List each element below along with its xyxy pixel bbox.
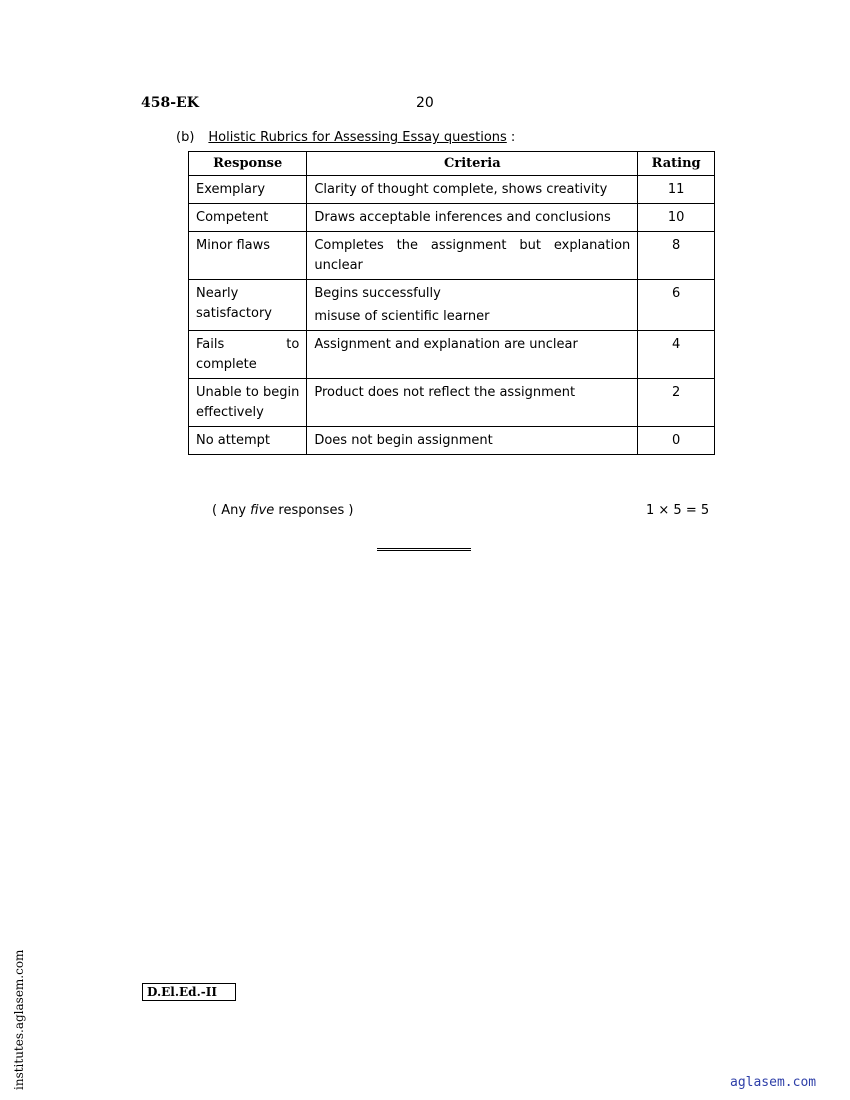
table-row	[189, 379, 715, 427]
rating-cell: 2	[638, 379, 715, 427]
table-row	[189, 232, 715, 280]
response-cell: Exemplary	[189, 176, 307, 204]
rating-cell: 11	[638, 176, 715, 204]
table-row	[189, 204, 715, 232]
rating-cell: 4	[638, 331, 715, 379]
table-header-row	[189, 152, 715, 176]
marks-allotment: 1 × 5 = 5	[646, 503, 710, 518]
rating-cell: 8	[638, 232, 715, 280]
section-heading	[176, 130, 515, 145]
criteria-cell	[307, 280, 638, 331]
criteria-cell: Product does not reflect the assignment	[307, 379, 638, 427]
response-cell: Unable to begin effectively	[189, 379, 307, 427]
paper-code: 458-EK	[141, 95, 199, 111]
rating-cell: 6	[638, 280, 715, 331]
column-header-rating: Rating	[638, 152, 715, 176]
table-row	[189, 176, 715, 204]
note-suffix: responses )	[274, 503, 354, 518]
side-watermark: institutes.aglasem.com	[12, 949, 26, 1090]
criteria-cell: Clarity of thought complete, shows creativity	[307, 176, 638, 204]
section-title: Holistic Rubrics for Assessing Essay questions	[208, 130, 507, 145]
table-row	[189, 427, 715, 455]
rating-cell: 10	[638, 204, 715, 232]
response-cell: Minor flaws	[189, 232, 307, 280]
response-cell: Competent	[189, 204, 307, 232]
response-cell: Nearly satisfactory	[189, 280, 307, 331]
criteria-cell: Does not begin assignment	[307, 427, 638, 455]
page-number: 20	[416, 95, 434, 111]
end-of-section-rule	[377, 548, 471, 551]
rating-cell: 0	[638, 427, 715, 455]
rubric-table	[188, 151, 715, 455]
column-header-criteria: Criteria	[307, 152, 638, 176]
criteria-cell: Completes the assignment but explanation unclear	[307, 232, 638, 280]
note-emphasis: five	[250, 503, 275, 518]
response-cell: No attempt	[189, 427, 307, 455]
table-row	[189, 280, 715, 331]
column-header-response: Response	[189, 152, 307, 176]
section-marker: (b)	[176, 130, 195, 145]
criteria-line: misuse of scientific learner	[314, 309, 490, 324]
section-title-suffix: :	[506, 130, 516, 145]
note-prefix: ( Any	[212, 503, 251, 518]
brand-link[interactable]: aglasem.com	[730, 1075, 817, 1090]
table-row	[189, 331, 715, 379]
criteria-cell: Draws acceptable inferences and conclusions	[307, 204, 638, 232]
criteria-cell: Assignment and explanation are unclear	[307, 331, 638, 379]
course-label: D.El.Ed.-II	[142, 983, 236, 1001]
responses-note	[212, 503, 353, 518]
criteria-line: Begins successfully	[314, 286, 441, 301]
response-cell: Fails to complete	[189, 331, 307, 379]
